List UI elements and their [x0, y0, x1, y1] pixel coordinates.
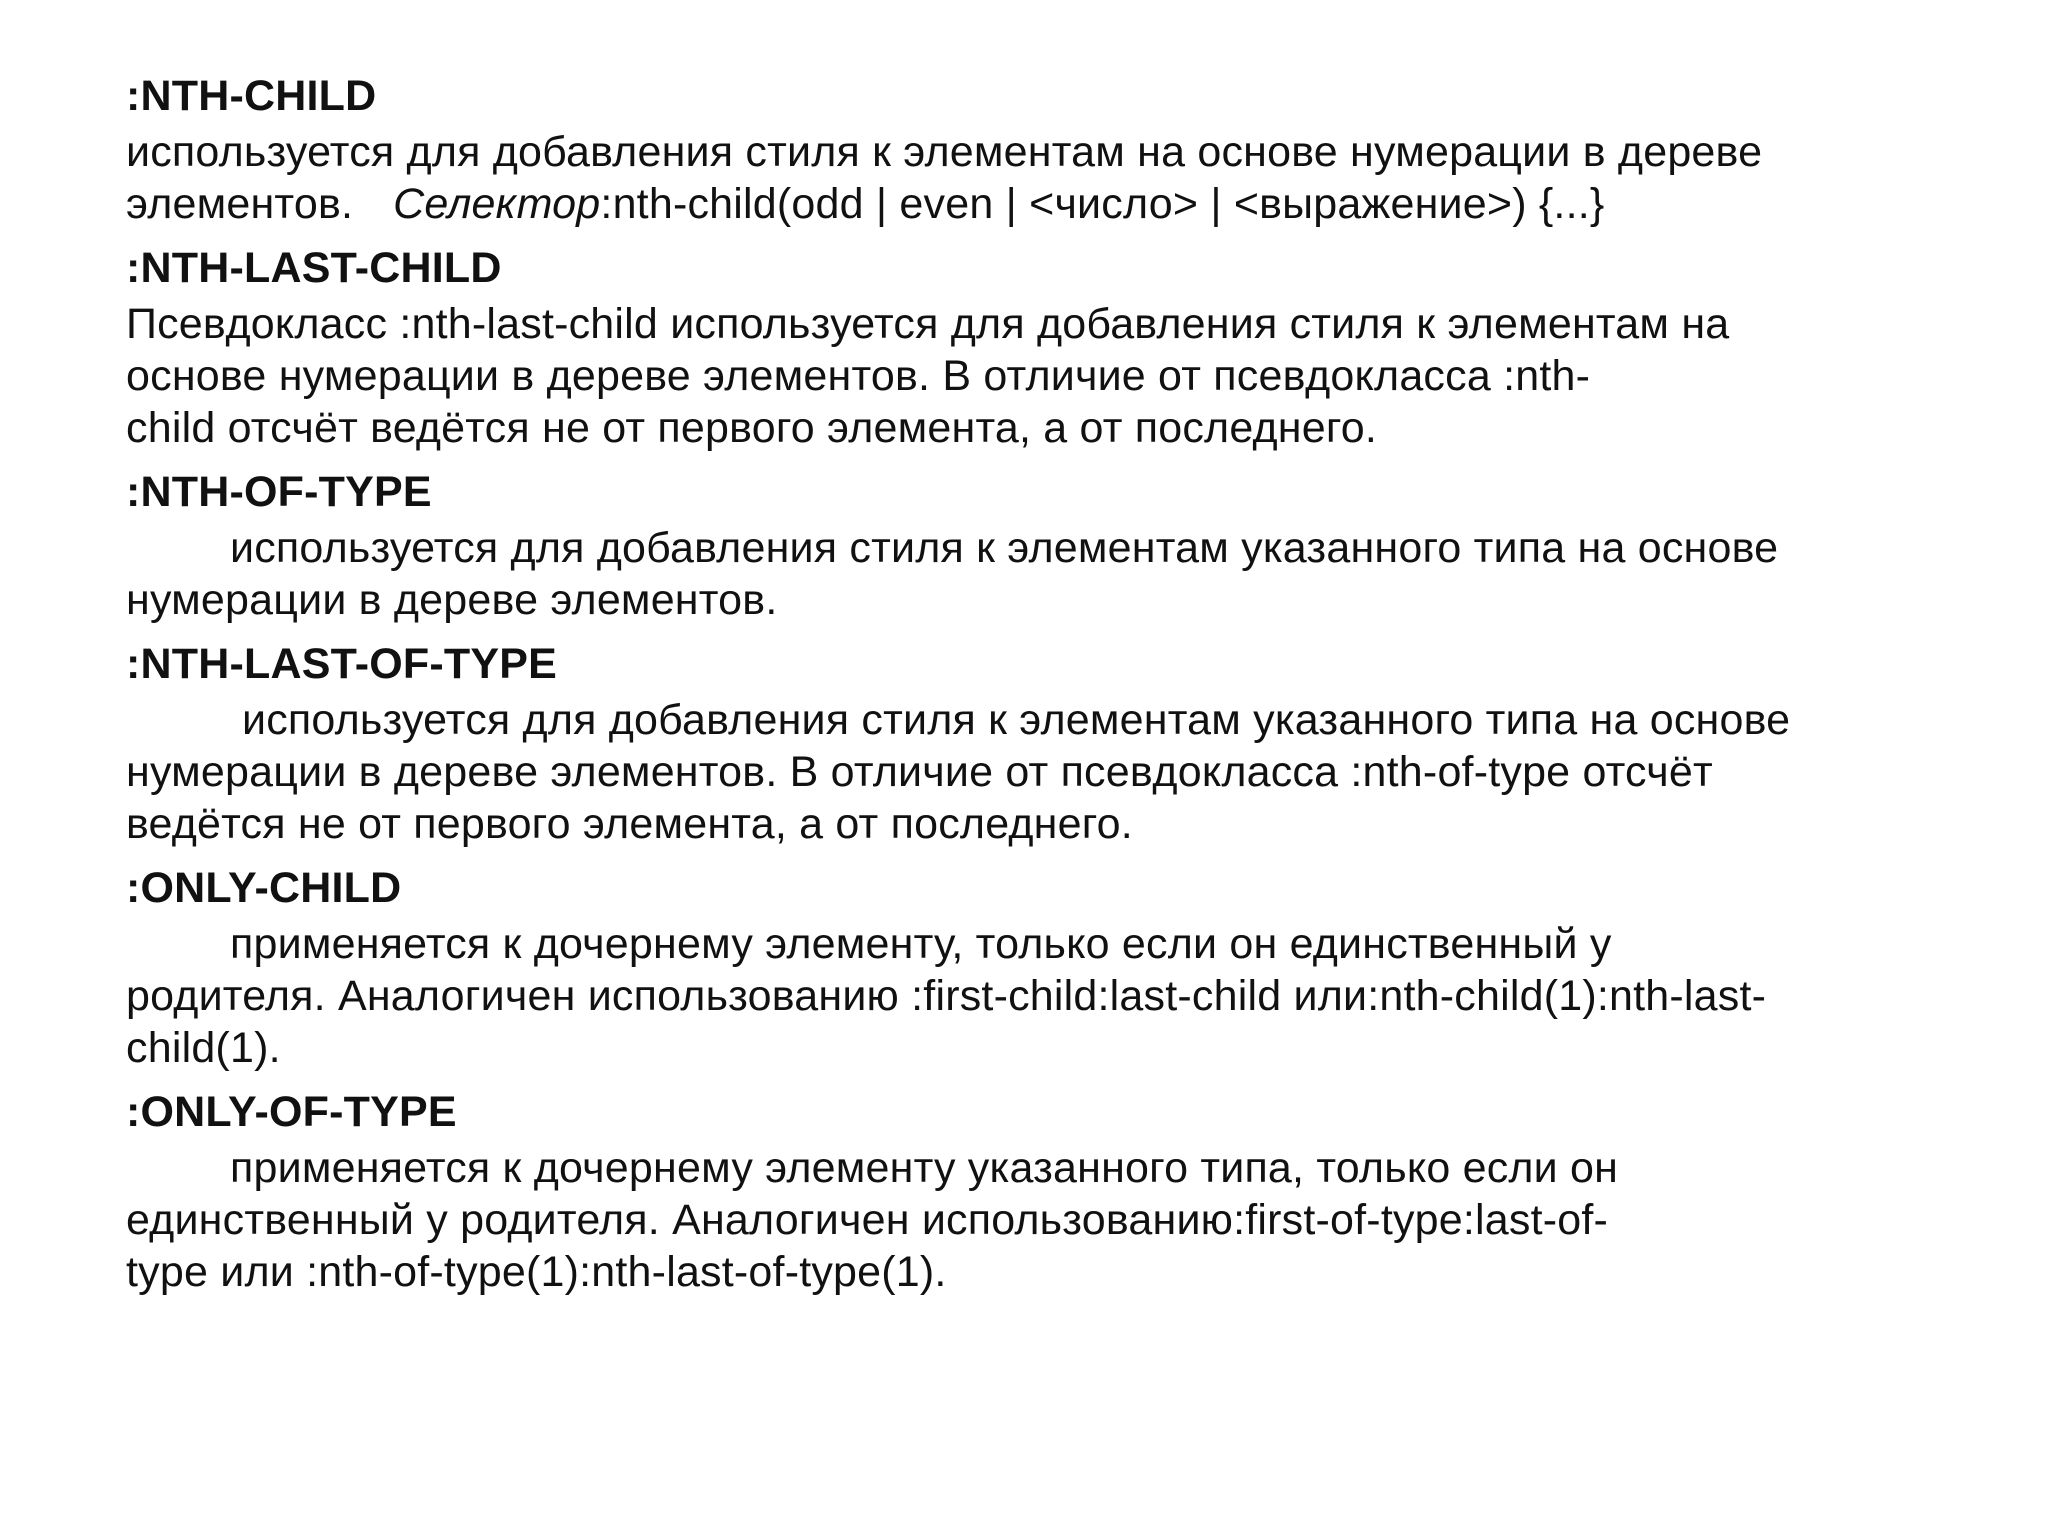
heading-nth-last-child: :NTH-LAST-CHILD	[126, 244, 502, 292]
description-nth-last-of-type	[126, 694, 1986, 850]
description-nth-last-child	[126, 298, 1986, 454]
slide-content	[126, 68, 1986, 1308]
section-nth-child	[126, 68, 1986, 230]
description-only-of-type	[126, 1142, 1986, 1298]
heading-only-of-type: :ONLY-OF-TYPE	[126, 1088, 457, 1136]
heading-only-child: :ONLY-CHILD	[126, 864, 402, 912]
description-line: ведётся не от первого элемента, а от последнего.	[126, 800, 1133, 848]
description-nth-child	[126, 126, 1986, 230]
description-line: child(1).	[126, 1024, 281, 1072]
section-nth-last-child	[126, 240, 1986, 454]
description-line: нумерации в дереве элементов. В отличие от псевдокласса :nth-of-type отсчёт	[126, 748, 1713, 796]
description-line: единственный у родителя. Аналогичен использованию:first-of-type:last-of-	[126, 1196, 1609, 1244]
description-line: Псевдокласс :nth-last-child используется для добавления стиля к элементам на	[126, 300, 1730, 348]
heading-nth-last-of-type: :NTH-LAST-OF-TYPE	[126, 640, 557, 688]
description-line: нумерации в дереве элементов.	[126, 576, 778, 624]
section-only-of-type	[126, 1084, 1986, 1298]
description-line: элементов.	[126, 180, 354, 228]
heading-nth-child: :NTH-CHILD	[126, 72, 377, 120]
description-line: используется для добавления стиля к элементам указанного типа на основе	[230, 524, 1779, 572]
heading-nth-of-type: :NTH-OF-TYPE	[126, 468, 432, 516]
description-line: применяется к дочернему элементу указанного типа, только если он	[230, 1144, 1619, 1192]
selector-label: Селектор	[393, 180, 601, 228]
description-nth-of-type	[126, 522, 1986, 626]
description-line: child отсчёт ведётся не от первого элемента, а от последнего.	[126, 404, 1378, 452]
description-line: используется для добавления стиля к элементам указанного типа на основе	[242, 696, 1791, 744]
section-nth-last-of-type	[126, 636, 1986, 850]
description-line: используется для добавления стиля к элементам на основе нумерации в дереве	[126, 128, 1763, 176]
description-line: применяется к дочернему элементу, только если он единственный у	[230, 920, 1612, 968]
section-only-child	[126, 860, 1986, 1074]
section-nth-of-type	[126, 464, 1986, 626]
description-only-child	[126, 918, 1986, 1074]
description-line: основе нумерации в дереве элементов. В отличие от псевдокласса :nth-	[126, 352, 1591, 400]
description-line: родителя. Аналогичен использованию :first-child:last-child или:nth-child(1):nth-last-	[126, 972, 1767, 1020]
description-line: type или :nth-of-type(1):nth-last-of-type(1).	[126, 1248, 947, 1296]
selector-syntax: :nth-child(odd | even | <число> | <выражение>) {...}	[600, 180, 1605, 228]
